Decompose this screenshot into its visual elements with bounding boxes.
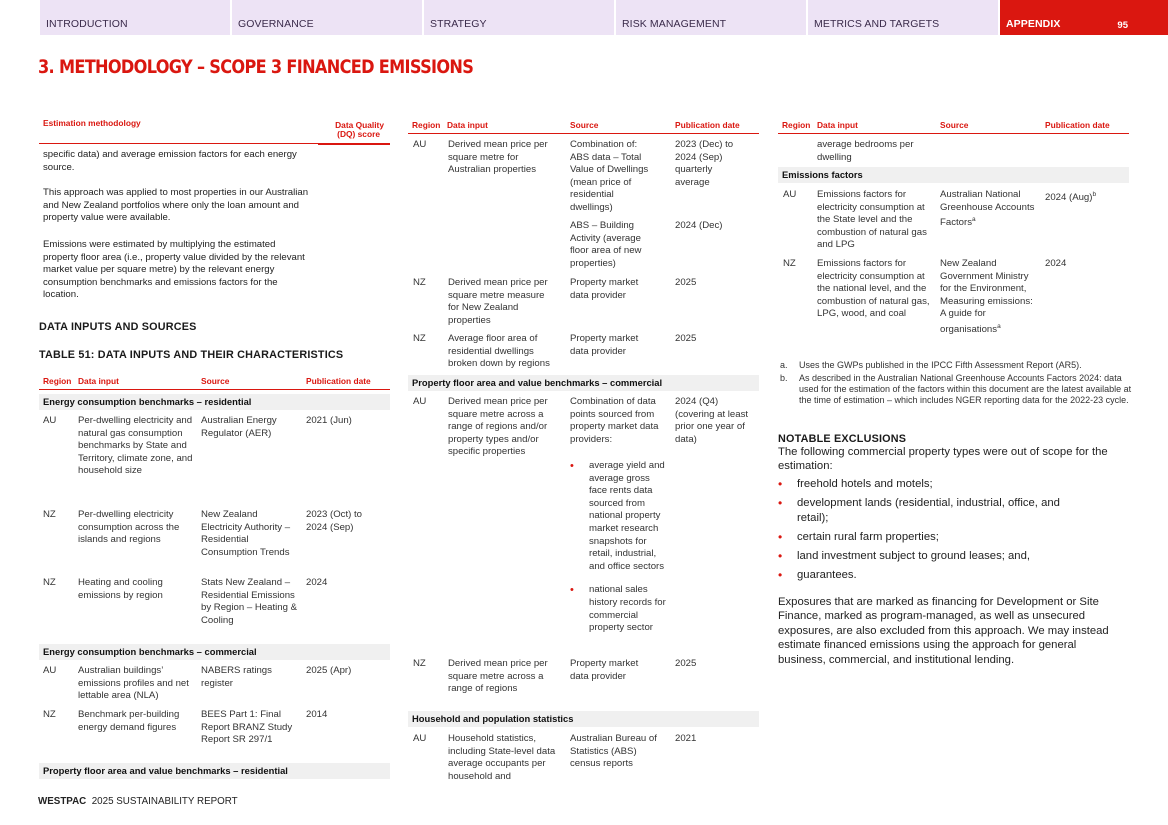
cell-source: New Zealand Electricity Authority – Residential Consumption Trends [201,509,291,558]
list-item: • land investment subject to ground leases; and, [778,549,1088,563]
list-item: • development lands (residential, industrial, office, and retail); [778,496,1088,525]
footnote-text: Uses the GWPs published in the IPCC Fifth Assessment Report (AR5). [799,360,1082,370]
methodology-paragraph: specific data) and average emission factors for each energy source. [43,149,297,173]
section-row: Household and population statistics [408,711,759,727]
cell-date: 2023 (Dec) to 2024 (Sep) quarterly average [675,139,734,188]
footnote-text: As described in the Australian National Greenhouse Accounts Factors 2024: data used for the estimation of the factors within this document are the latest available at the time of estimation – which includes NGER reporting data for the 2022-23 cycle. [799,373,1132,405]
nav-tab-introduction[interactable] [38,0,232,35]
list-item: • guarantees. [778,568,1088,582]
cell-region: NZ [43,509,56,520]
cell-source: Combination of data points sourced from property market data providers: [570,396,659,445]
cell-date: 2021 [675,733,697,744]
cell-source: Property market data provider [570,277,639,301]
data-inputs-heading: DATA INPUTS AND SOURCES [39,321,197,333]
notable-exclusions-heading: NOTABLE EXCLUSIONS [778,433,907,445]
col-head-date: Publication date [675,120,740,131]
cell-source: NABERS ratings register [201,665,272,689]
cell-date: 2025 (Apr) [306,665,352,676]
col-head-region: Region [43,376,72,387]
cell-date [1045,189,1129,205]
cell-source: Combination of: ABS data – Total Value of Dwellings (mean price of residential dwellings) [570,139,649,213]
list-item: • freehold hotels and motels; [778,477,1088,491]
col-head-input: Data input [78,376,119,387]
footnote-ref: a [997,322,1001,330]
cell-date: 2014 [306,709,328,720]
col-head-date: Publication date [306,376,371,387]
cell-source: ABS – Building Activity (average floor area of new properties) [570,220,642,269]
source-bullet-list [570,460,670,635]
cell-source: Stats New Zealand – Residential Emissions by Region – Heating & Cooling [201,577,297,626]
col-head-date: Publication date [1045,120,1110,131]
methodology-paragraph: This approach was applied to most properties in our Australian and New Zealand portfolios where only the loan amount and property value were available. [43,187,309,224]
cell-date: 2024 (Dec) [675,220,723,231]
col-head-dq-1: Data Quality [335,120,384,131]
cell-date: 2024 [306,577,328,588]
cell-input: Emissions factors for electricity consumption at the State level and the combustion of natural gas and LPG [817,189,927,251]
cell-region: NZ [43,709,56,720]
footnote [780,373,1132,406]
exclusions-closing: Exposures that are marked as financing for Development or Site Finance, marked as program-managed, as well as unsecured exposures, are also excluded from this approach. We may instead estimate financed emissions using the approach for general business, commercial, and institutional lending. [778,596,1109,666]
estimation-methodology-table-head [39,120,390,144]
source-text: New Zealand Government Ministry for the Environment, Measuring emissions: A guide for organisations [940,258,1033,336]
table-header [778,120,1129,134]
nav-tab-governance[interactable] [230,0,424,35]
cell-input: average bedrooms per dwelling [817,139,914,163]
source-text: Australian National Greenhouse Accounts Factors [940,189,1035,229]
cell-date: 2025 [675,277,697,288]
cell-source: Australian Energy Regulator (AER) [201,415,277,439]
cell-region: AU [413,396,427,407]
footnote-ref: b [1092,191,1097,198]
cell-input: Heating and cooling emissions by region [78,577,163,601]
col-head-region: Region [412,120,441,131]
cell-date: 2021 (Jun) [306,415,352,426]
col-head-method: Estimation methodology [43,118,141,129]
col-head-dq-2: (DQ) score [337,129,380,140]
methodology-paragraph: Emissions were estimated by multiplying the estimated property floor area (i.e., property value divided by the relevant market value per square metre) by the relevant energy consumption benchmarks and emissions factors for the location. [43,239,305,301]
footnote [780,360,1132,371]
footnote-ref: a [972,216,976,224]
cell-date: 2024 (Q4) (covering at least prior one year of data) [675,396,749,445]
nav-tab-label: GOVERNANCE [238,18,314,31]
footer-report-name: 2025 SUSTAINABILITY REPORT [91,796,238,807]
nav-tab-label: INTRODUCTION [46,18,128,31]
cell-region: AU [783,189,797,200]
table-header [39,376,390,390]
exclusions-list [778,477,1088,587]
cell-input: Derived mean price per square metre for Australian properties [448,139,548,176]
exclusions-intro: The following commercial property types were out of scope for the estimation: [778,446,1108,473]
cell-region: NZ [43,577,56,588]
col-head-source: Source [570,120,599,131]
list-item: • national sales history records for commercial property sector [570,584,670,634]
page-number: 95 [1117,19,1128,31]
top-navigation [0,0,1168,35]
cell-region: AU [413,733,427,744]
nav-tab-risk-management[interactable] [614,0,808,35]
nav-tab-label: APPENDIX [1006,18,1061,31]
section-row: Property floor area and value benchmarks – residential [39,763,390,779]
cell-input: Australian buildings’ emissions profiles and net lettable area (NLA) [78,665,189,702]
cell-input: Derived mean price per square metre across a range of regions [448,658,548,695]
cell-input: Derived mean price per square metre measure for New Zealand properties [448,277,548,326]
table-header [408,120,759,134]
cell-region: AU [43,415,57,426]
cell-input: Household statistics, including State-level data average occupants per household and [448,733,556,782]
cell-date: 2025 [675,333,697,344]
cell-source [940,258,1038,337]
nav-tab-metrics-and-targets[interactable] [806,0,1000,35]
cell-region: NZ [413,277,426,288]
list-item: • certain rural farm properties; [778,530,1088,544]
cell-input: Derived mean price per square metre across a range of regions and/or property types and/or specific properties [448,396,548,458]
cell-input: Benchmark per-building energy demand figures [78,709,180,733]
cell-date [1045,258,1129,271]
col-head-region: Region [782,120,811,131]
nav-tab-strategy[interactable] [422,0,616,35]
cell-source: Property market data provider [570,333,639,357]
cell-input: Per-dwelling electricity and natural gas consumption benchmarks by State and Territory, climate zone, and household size [78,415,193,477]
cell-region: AU [43,665,57,676]
nav-tab-label: RISK MANAGEMENT [622,18,727,31]
col-head-source: Source [201,376,230,387]
page-title: 3. METHODOLOGY – SCOPE 3 FINANCED EMISSIONS [38,56,474,78]
footer [38,796,238,809]
cell-source [940,189,1038,230]
col-head-input: Data input [817,120,858,131]
footnote-mark: a. [780,360,788,370]
nav-tab-appendix[interactable] [998,0,1168,35]
section-row: Property floor area and value benchmarks – commercial [408,375,759,391]
table-51-title: TABLE 51: DATA INPUTS AND THEIR CHARACTERISTICS [39,349,344,361]
cell-source: BEES Part 1: Final Report BRANZ Study Report SR 297/1 [201,709,293,746]
cell-source: Property market data provider [570,658,639,682]
cell-source: Australian Bureau of Statistics (ABS) census reports [570,733,657,770]
col-head-source: Source [940,120,969,131]
date-text: 2024 (Aug) [1045,192,1093,204]
cell-date: 2025 [675,658,697,669]
section-row: Energy consumption benchmarks – commercial [39,644,390,660]
list-item: • average yield and average gross face rents data sourced from national property market research snapshots for retail, industrial, and office sectors [570,460,670,573]
cell-input: Emissions factors for electricity consumption at the national level, and the combustion of natural gas, LPG, wood, and coal [817,258,930,320]
cell-input: Per-dwelling electricity consumption across the islands and regions [78,509,180,546]
cell-region: NZ [413,333,426,344]
cell-region: NZ [413,658,426,669]
cell-region: AU [413,139,427,150]
footer-brand: WESTPAC [38,796,87,807]
cell-date: 2023 (Oct) to 2024 (Sep) [306,509,362,533]
cell-region: NZ [783,258,796,269]
cell-input: Average floor area of residential dwellings broken down by regions [448,333,550,370]
section-row: Emissions factors [778,167,1129,183]
date-text: 2024 [1045,258,1067,269]
footnote-mark: b. [780,373,788,383]
nav-tab-label: STRATEGY [430,18,487,31]
col-head-input: Data input [447,120,488,131]
nav-tab-label: METRICS AND TARGETS [814,18,940,31]
section-row: Energy consumption benchmarks – residential [39,394,390,410]
